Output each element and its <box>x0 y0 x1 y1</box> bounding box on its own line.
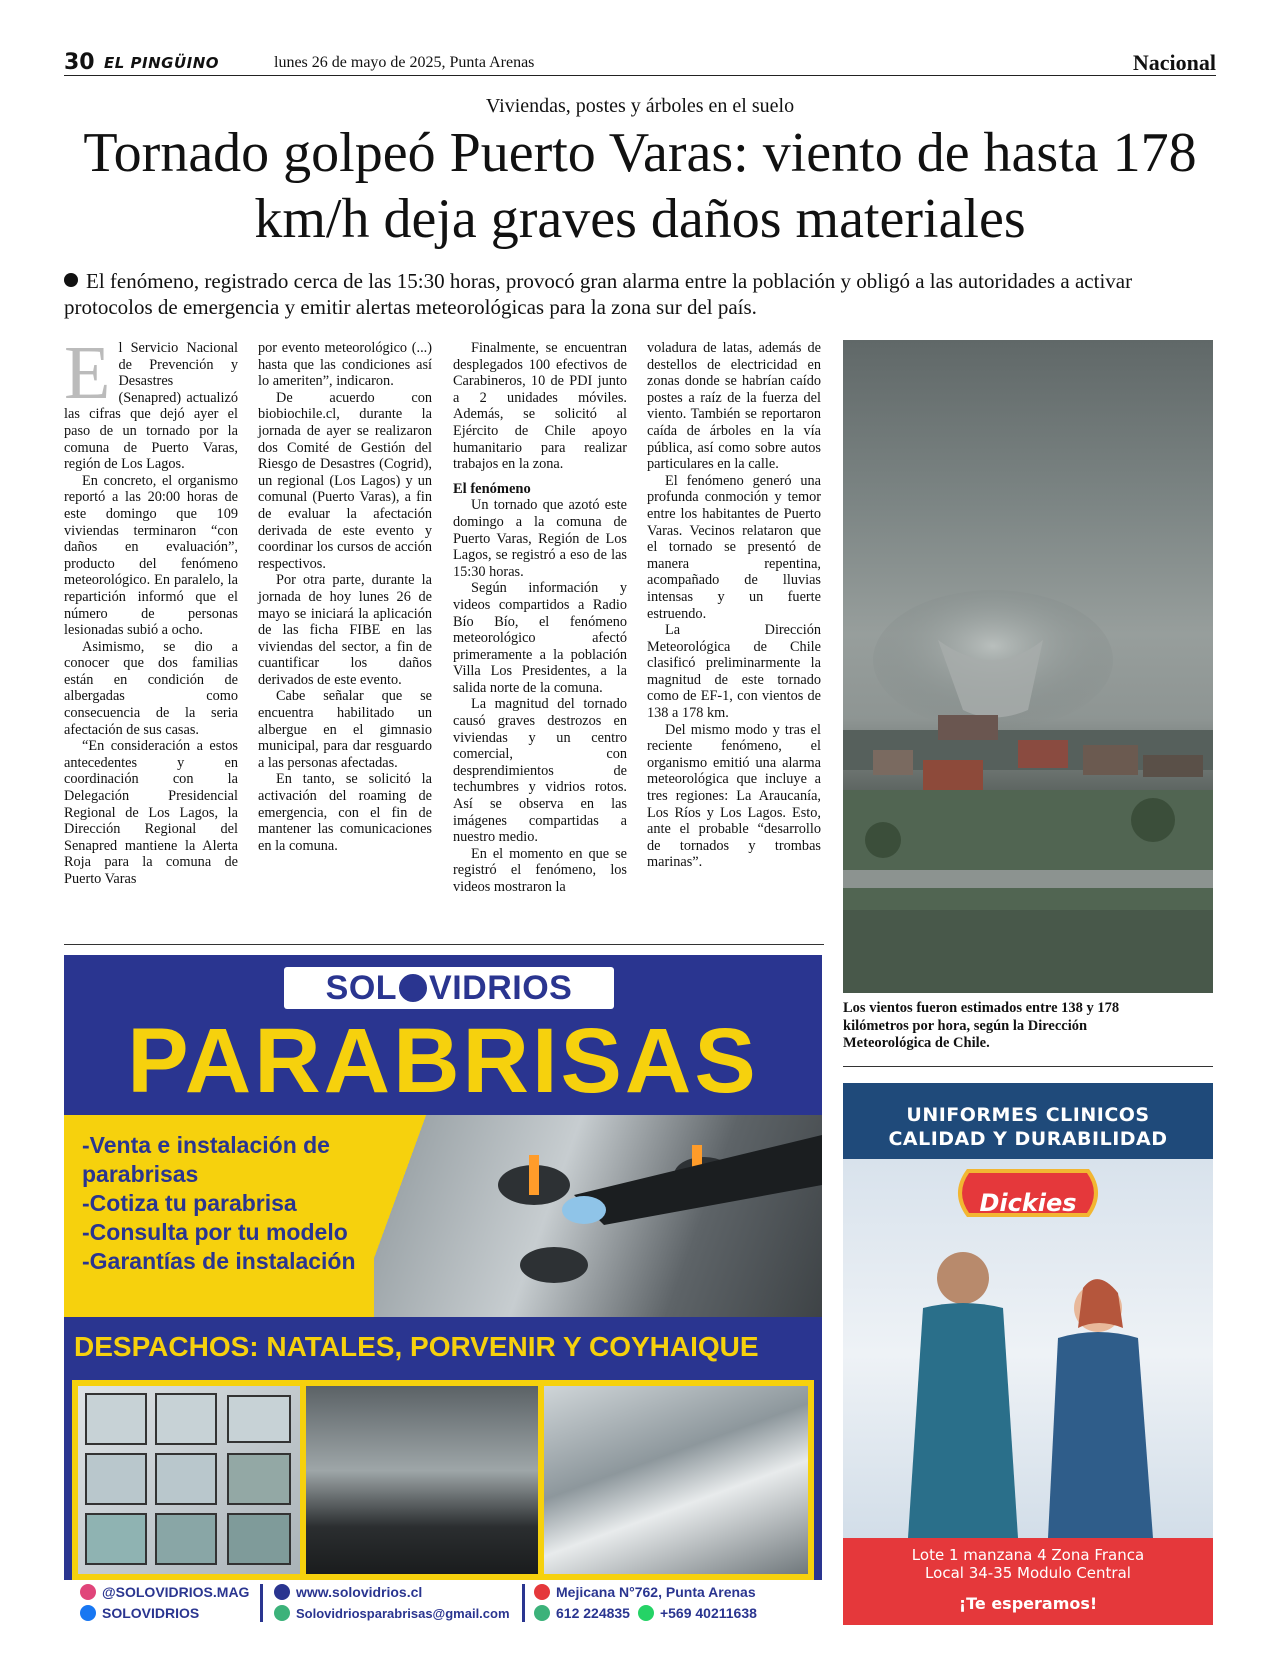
paragraph: Finalmente, se encuentran desplegados 100 efectivos de Carabineros, 10 de PDI junto a 2 unidades móviles. Además, se solicitó al Ejército de Chile apoyo humanitario para realizar trabajos en la zona. <box>453 340 627 473</box>
headline: Tornado golpeó Puerto Varas: viento de hasta 178 km/h deja graves daños materiales <box>83 122 1197 250</box>
photo-caption: Los vientos fueron estimados entre 138 y 178 kilómetros por hora, según la Dirección Meteorológica de Chile. <box>843 1000 1120 1051</box>
suction-cup-illustration <box>374 1115 822 1317</box>
instagram-icon <box>80 1584 96 1600</box>
subhead: El fenómeno <box>453 480 531 497</box>
phone-icon <box>534 1605 550 1621</box>
tornado-illustration <box>843 340 1213 993</box>
globe-icon <box>399 974 427 1002</box>
article-divider <box>64 944 824 945</box>
service-item: -Cotiza tu parabrisa <box>82 1190 297 1216</box>
section-name: Nacional <box>1132 50 1216 75</box>
paragraph: De acuerdo con biobiochile.cl, durante la jornada de ayer se realizaron dos Comité de Gestión del Riesgo de Desastres (Cogrid), un regional (Los Lagos) y un comunal (Puerto Varas), a fin de evaluar la afectación derivada de este evento y coordinar los cursos de acción respectivos. <box>258 389 432 572</box>
store-info <box>843 1538 1213 1625</box>
models-illustration <box>843 1238 1213 1538</box>
tagline: ¡Te esperamos! <box>958 1594 1098 1613</box>
paragraph: El fenómeno generó una profunda conmoción y temor entre los habitantes de Puerto Varas. Vecinos relataron que el tornado se presentó de manera repentina, acompañado de lluvias intensas y un fuerte estruendo. <box>647 472 821 622</box>
paragraph: Cabe señalar que se encuentra habilitado un albergue en el gimnasio municipal, para dar resguardo a las personas afectadas. <box>258 688 432 771</box>
caption-divider <box>843 1066 1213 1067</box>
paragraph: “En consideración a estos antecedentes y en coordinación con la Delegación Presidencial Regional de Los Lagos, la Dirección Regional del Senapred mantiene la Alerta Roja para la comuna de Puerto Varas <box>64 738 238 887</box>
windshields-catalog-photo <box>78 1386 300 1574</box>
windshield-install-photo <box>374 1115 822 1317</box>
paragraph: Un tornado que azotó este domingo a la comuna de Puerto Varas, Región de Los Lagos, se registró a eso de las 15:30 horas. <box>453 497 627 580</box>
paragraph: En el momento en que se registró el fenómeno, los videos mostraron la <box>453 845 627 895</box>
whatsapp-icon <box>638 1605 654 1621</box>
services-list <box>82 1131 382 1276</box>
footer-separator <box>522 1584 525 1622</box>
paragraph: El Servicio Nacional de Prevención y Desastres (Senapred) actualizó las cifras que dejó ayer el paso de un tornado por la comuna de Puerto Varas, región de Los Lagos. <box>64 331 238 473</box>
glass-samples <box>78 1386 300 1574</box>
solovidrios-logo-text: SOL VIDRIOS <box>325 969 573 1007</box>
phone-numbers: 612 224835 +569 40211638 <box>534 1605 757 1621</box>
dickies-ad[interactable] <box>843 1083 1213 1625</box>
address-text: Mejicana N°762, Punta Arenas <box>534 1584 756 1600</box>
ad-contact-footer <box>64 1580 822 1625</box>
lead <box>64 268 1224 320</box>
paragraph: En concreto, el organismo reportó a las 20:00 horas de este domingo que 109 viviendas terminaron “con daños en evaluación”, producto del fenómeno meteorológico. En paralelo, la repartición informó que el número de personas lesionadas subió a ocho. <box>64 472 238 639</box>
paragraph: Asimismo, se dio a conocer que dos familias están en condición de albergadas como consecuencia de la seria afectación de sus casas. <box>64 638 238 738</box>
column-3 <box>453 340 627 896</box>
facebook-link[interactable]: SOLOVIDRIOS <box>80 1605 199 1621</box>
email-link[interactable]: Solovidriosparabrisas@gmail.com <box>274 1605 510 1621</box>
paragraph: por evento meteorológico (...) hasta que las condiciones así lo ameriten”, indicaron. <box>258 340 432 390</box>
page-header <box>64 48 1216 76</box>
column-4 <box>647 340 821 871</box>
paragraph: voladura de latas, además de destellos de electricidad en zonas donde se habrían caído postes a raíz de la fuerza del viento. También se reportaron caída de árboles en la vía pública, así como sobre autos particulares en la calle. <box>647 340 821 473</box>
instagram-link[interactable]: @SOLOVIDRIOS.MAG <box>80 1584 249 1600</box>
service-item: -Garantías de instalación <box>82 1248 356 1274</box>
column-2 <box>258 340 432 854</box>
technician-photo <box>544 1386 808 1574</box>
location-icon <box>534 1584 550 1600</box>
ad-title: PARABRISAS <box>127 1010 759 1112</box>
brand-name: Dickies <box>979 1189 1077 1217</box>
paragraph: Según información y videos compartidos a Radio Bío Bío, el fenómeno meteorológico afectó primeramente a la población Villa Los Presidentes, a la salida norte de la comuna. <box>453 580 627 696</box>
lead-bullet <box>64 273 78 287</box>
service-item: -Venta e instalación de parabrisas <box>82 1132 330 1187</box>
paragraph: Del mismo modo y tras el reciente fenómeno, el organismo emitió una alarma meteorológica que incluye a tres regiones: La Araucanía, Los Ríos y Los Lagos. Esto, ante el probable “desarrollo de tornados y trombas marinas”. <box>647 721 821 871</box>
page-number: 30 <box>64 50 95 75</box>
web-icon <box>274 1584 290 1600</box>
kicker: Viviendas, postes y árboles en el suelo <box>485 95 795 117</box>
despachos-text: DESPACHOS: NATALES, PORVENIR Y COYHAIQUE <box>74 1331 759 1362</box>
column-1 <box>64 331 238 888</box>
despachos-banner <box>64 1317 822 1375</box>
store-address: Lote 1 manzana 4 Zona Franca Local 34-35 Modulo Central <box>911 1546 1145 1582</box>
facebook-icon <box>80 1605 96 1621</box>
solovidrios-ad[interactable] <box>64 955 822 1625</box>
tornado-photo <box>843 340 1213 993</box>
photo-gallery <box>72 1380 814 1580</box>
rainy-windshield-photo <box>306 1386 538 1574</box>
paragraph: La magnitud del tornado causó graves destrozos en viviendas y un centro comercial, con desprendimientos de techumbres y vidrios rotos. Así se observa en las imágenes compartidas a nuestro medio. <box>453 696 627 846</box>
lead-text: El fenómeno, registrado cerca de las 15:30 horas, provocó gran alarma entre la población y obligó a las autoridades a activar protocolos de emergencia y emitir alertas meteorológicas para la zona sur del país. <box>64 269 1133 319</box>
paragraph: En tanto, se solicitó la activación del roaming de emergencia, con el fin de mantener las comunicaciones en la comuna. <box>258 771 432 854</box>
website-link[interactable]: www.solovidrios.cl <box>274 1584 422 1600</box>
service-item: -Consulta por tu modelo <box>82 1219 348 1245</box>
paper-name: EL PINGÜINO <box>104 54 220 72</box>
solovidrios-logo <box>284 967 614 1009</box>
paragraph: Por otra parte, durante la jornada de hoy lunes 26 de mayo se iniciará la aplicación de las ficha FIBE en las viviendas del sector, a fin de cuantificar los daños derivados de este evento. <box>258 572 432 688</box>
paragraph: La Dirección Meteorológica de Chile clasificó preliminarmente la magnitud de este tornado como de EF-1, con vientos de 138 a 178 km. <box>647 622 821 722</box>
dropcap: E <box>64 331 111 415</box>
date-line: lunes 26 de mayo de 2025, Punta Arenas <box>274 54 535 71</box>
email-icon <box>274 1605 290 1621</box>
ad-headline: UNIFORMES CLINICOS CALIDAD Y DURABILIDAD <box>888 1104 1168 1150</box>
footer-separator <box>260 1584 263 1622</box>
